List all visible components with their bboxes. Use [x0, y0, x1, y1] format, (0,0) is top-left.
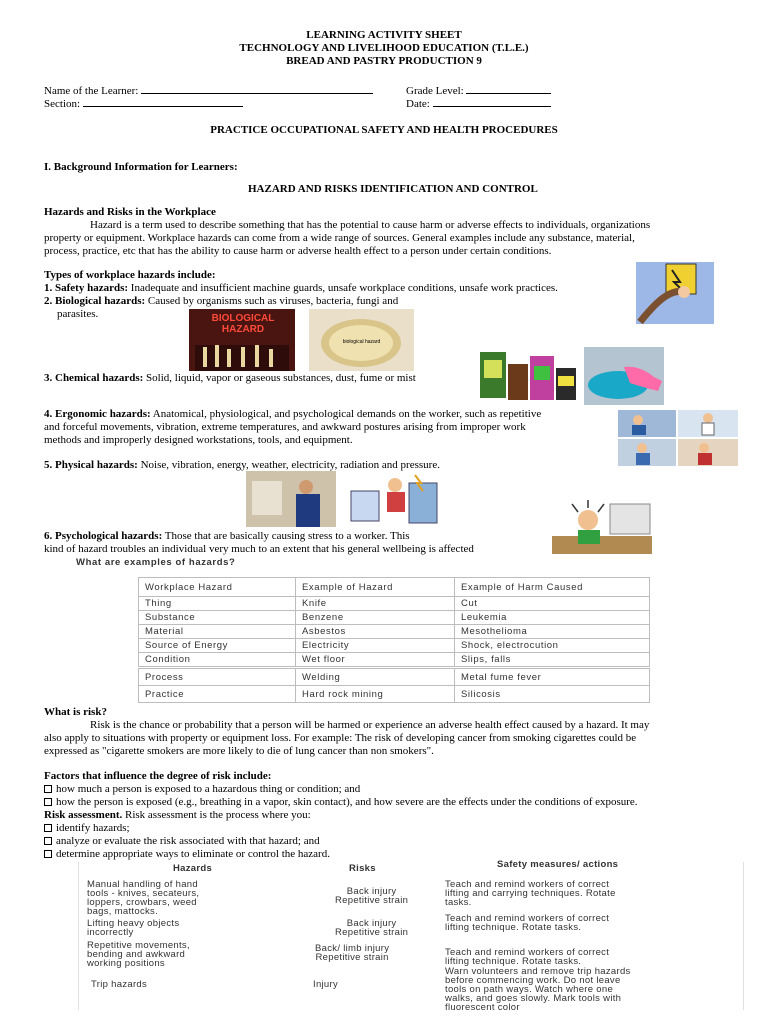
- table-cell: Process: [139, 669, 296, 686]
- measures-row-1-hazard: Manual handling of hand tools - knives, secateurs, loppers, crowbars, weed bags, mattocks.: [87, 879, 200, 917]
- checkbox-icon: [44, 850, 52, 858]
- measures-row-4-risk: Injury: [313, 979, 339, 990]
- table-row: [139, 597, 650, 611]
- psych-text-l2: kind of hazard troubles an individual very much to an extent that his general wellbeing is affected: [44, 543, 474, 555]
- section-heading: I. Background Information for Learners:: [44, 161, 238, 173]
- bio-label: 2. Biological hazards:: [44, 295, 146, 307]
- table-cell: Cut: [455, 597, 650, 611]
- safety-hazard-item: [44, 282, 558, 295]
- workplace-heading: Hazards and Risks in the Workplace: [44, 206, 216, 218]
- header-line-1: LEARNING ACTIVITY SHEET: [306, 29, 462, 41]
- table-cell: Shock, electrocution: [455, 639, 650, 653]
- table-row: [139, 611, 650, 625]
- measures-row-3-action: Teach and remind workers of correct lifting technique. Rotate tasks.: [445, 947, 610, 967]
- table-cell: Source of Energy: [139, 639, 296, 653]
- risk-heading: What is risk?: [44, 706, 107, 718]
- table-cell: Wet floor: [296, 653, 455, 667]
- table-cell: Material: [139, 625, 296, 639]
- grade-label: Grade Level:: [406, 85, 464, 97]
- main-title: PRACTICE OCCUPATIONAL SAFETY AND HEALTH PROCEDURES: [210, 124, 558, 136]
- header-line-3: BREAD AND PASTRY PRODUCTION 9: [286, 55, 482, 67]
- risk-assessment-label: Risk assessment.: [44, 809, 123, 821]
- table-header-cell: Example of Hazard: [296, 578, 455, 597]
- measures-row-2-risk: Back injury Repetitive strain: [335, 918, 409, 938]
- ergo-label: 4. Ergonomic hazards:: [44, 408, 151, 420]
- phys-hazard-item: [44, 459, 440, 472]
- measures-row-1-action: Teach and remind workers of correct lifting and carrying techniques. Rotate tasks.: [445, 879, 616, 908]
- factor-item: how much a person is exposed to a hazardous thing or condition; and: [44, 783, 360, 796]
- table-cell: Thing: [139, 597, 296, 611]
- bio-text-2: parasites.: [57, 308, 99, 320]
- risk-para-l3: expressed as "cigarette smokers are more likely to die of lung cancer than non smokers".: [44, 745, 434, 757]
- header-line-2: TECHNOLOGY AND LIVELIHOOD EDUCATION (T.L.E.): [239, 42, 529, 54]
- chem-label: 3. Chemical hazards:: [44, 372, 144, 384]
- cleaning-gloves-image: [584, 347, 664, 405]
- psych-hazard-item: [44, 530, 410, 543]
- table-cell: Condition: [139, 653, 296, 667]
- ergo-text-l2: and forceful movements, vibration, extreme temperatures, and awkward postures arising from improper work: [44, 421, 526, 433]
- biological-hazard-sign-image: [189, 309, 295, 371]
- table-cell: Electricity: [296, 639, 455, 653]
- electrical-hazard-image: [636, 262, 714, 324]
- assessment-item: identify hazards;: [44, 822, 130, 835]
- examples-table: [138, 577, 650, 667]
- examples-title: What are examples of hazards?: [76, 557, 236, 568]
- checkbox-icon: [44, 785, 52, 793]
- ergo-text-l3: methods and improperly designed workstations, tools, and equipment.: [44, 434, 353, 446]
- chem-hazard-item: [44, 372, 416, 385]
- factor-item: how the person is exposed (e.g., breathing in a vapor, skin contact), and how severe are the effects under the conditions of exposure.: [44, 796, 638, 809]
- measures-row-2-action: Teach and remind workers of correct lifting technique. Rotate tasks.: [445, 913, 610, 933]
- risk-assessment-line: [44, 809, 311, 822]
- chemical-containers-image: [476, 346, 580, 404]
- table-cell: Welding: [296, 669, 455, 686]
- workplace-para-l2: property or equipment. Workplace hazards can come from a wide range of sources. General examples include any substance, material,: [44, 232, 635, 244]
- table-cell: Asbestos: [296, 625, 455, 639]
- factors-heading: Factors that influence the degree of risk include:: [44, 770, 272, 782]
- safety-measures-table: [78, 859, 744, 1013]
- chem-text: Solid, liquid, vapor or gaseous substances, dust, fume or mist: [143, 372, 416, 384]
- psych-label: 6. Psychological hazards:: [44, 530, 163, 542]
- table-header-cell: Example of Harm Caused: [455, 578, 650, 597]
- risk-assessment-text: Risk assessment is the process where you:: [122, 809, 311, 821]
- biological-hazard-dish-image: [309, 309, 414, 371]
- checkbox-icon: [44, 798, 52, 806]
- date-label: Date:: [406, 98, 430, 110]
- table-cell: Hard rock mining: [296, 686, 455, 703]
- measures-header-hazards: Hazards: [173, 863, 213, 874]
- examples-table-continued: [138, 668, 650, 703]
- physical-hazard-photo: [246, 471, 336, 527]
- risk-para-l2: also apply to situations with property or equipment loss. For example: The risk of developing cancer from smoking cigarettes could be: [44, 732, 637, 744]
- subtitle: HAZARD AND RISKS IDENTIFICATION AND CONTROL: [248, 183, 538, 195]
- table-row: [139, 669, 650, 686]
- table-cell: Benzene: [296, 611, 455, 625]
- bio-sign-text: BIOLOGICAL HAZARD: [211, 313, 275, 335]
- assessment-item: determine appropriate ways to eliminate or control the hazard.: [44, 848, 330, 861]
- ergo-hazard-item: [44, 408, 541, 421]
- physical-hazard-cartoon: [345, 471, 443, 527]
- table-header-cell: Workplace Hazard: [139, 578, 296, 597]
- measures-header-risks: Risks: [349, 863, 376, 874]
- measures-header-actions: Safety measures/ actions: [497, 859, 619, 870]
- name-field[interactable]: [44, 84, 373, 98]
- section-label: Section:: [44, 98, 81, 110]
- psychological-hazard-image: [548, 500, 656, 558]
- measures-row-3-hazard: Repetitive movements, bending and awkward working positions: [87, 940, 190, 969]
- table-cell: Practice: [139, 686, 296, 703]
- safety-text: Inadequate and insufficient machine guards, unsafe workplace conditions, unsafe work practices.: [128, 282, 558, 294]
- checkbox-icon: [44, 837, 52, 845]
- table-header-row: [139, 578, 650, 597]
- bio-dish-text: biological hazard: [342, 339, 381, 345]
- table-cell: Slips, falls: [455, 653, 650, 667]
- bio-text: Caused by organisms such as viruses, bacteria, fungi and: [145, 295, 399, 307]
- grade-field[interactable]: [406, 84, 551, 98]
- risk-para-l1: Risk is the chance or probability that a person will be harmed or experience an adverse health effect caused by a hazard. It may: [90, 719, 650, 731]
- checkbox-icon: [44, 824, 52, 832]
- table-cell: Knife: [296, 597, 455, 611]
- assessment-item: analyze or evaluate the risk associated with that hazard; and: [44, 835, 320, 848]
- table-cell: Substance: [139, 611, 296, 625]
- table-row: [139, 625, 650, 639]
- section-field[interactable]: [44, 97, 243, 111]
- name-label: Name of the Learner:: [44, 85, 139, 97]
- measures-row-2-hazard: Lifting heavy objects incorrectly: [87, 918, 180, 938]
- table-cell: Leukemia: [455, 611, 650, 625]
- date-field[interactable]: [406, 97, 551, 111]
- measures-row-1-risk: Back injury Repetitive strain: [335, 886, 409, 906]
- measures-row-4-action: Warn volunteers and remove trip hazards before commencing work. Do not leave tools on path ways. Watch where one walks, and goes slowly. Mark tools with fluorescent color: [445, 966, 631, 1013]
- workplace-para-l1: Hazard is a term used to describe something that has the potential to cause harm or adverse effects to individuals, organizations: [90, 219, 651, 231]
- types-heading: Types of workplace hazards include:: [44, 269, 216, 281]
- table-row: [139, 639, 650, 653]
- table-cell: Silicosis: [455, 686, 650, 703]
- bio-hazard-item: [44, 295, 398, 308]
- ergo-text: Anatomical, physiological, and psychological demands on the worker, such as repetitive: [150, 408, 542, 420]
- table-cell: Metal fume fever: [455, 669, 650, 686]
- table-row: [139, 686, 650, 703]
- ergonomic-hazard-image: [618, 410, 738, 466]
- measures-row-3-risk: Back/ limb injury Repetitive strain: [315, 943, 390, 963]
- measures-row-4-hazard: Trip hazards: [91, 979, 148, 990]
- table-row: [139, 653, 650, 667]
- safety-label: 1. Safety hazards:: [44, 282, 129, 294]
- phys-label: 5. Physical hazards:: [44, 459, 138, 471]
- table-cell: Mesothelioma: [455, 625, 650, 639]
- phys-text: Noise, vibration, energy, weather, electricity, radiation and pressure.: [137, 459, 440, 471]
- psych-text: Those that are basically causing stress to a worker. This: [162, 530, 410, 542]
- workplace-para-l3: process, practice, etc that has the ability to cause harm or adverse health effect to a person under certain conditions.: [44, 245, 552, 257]
